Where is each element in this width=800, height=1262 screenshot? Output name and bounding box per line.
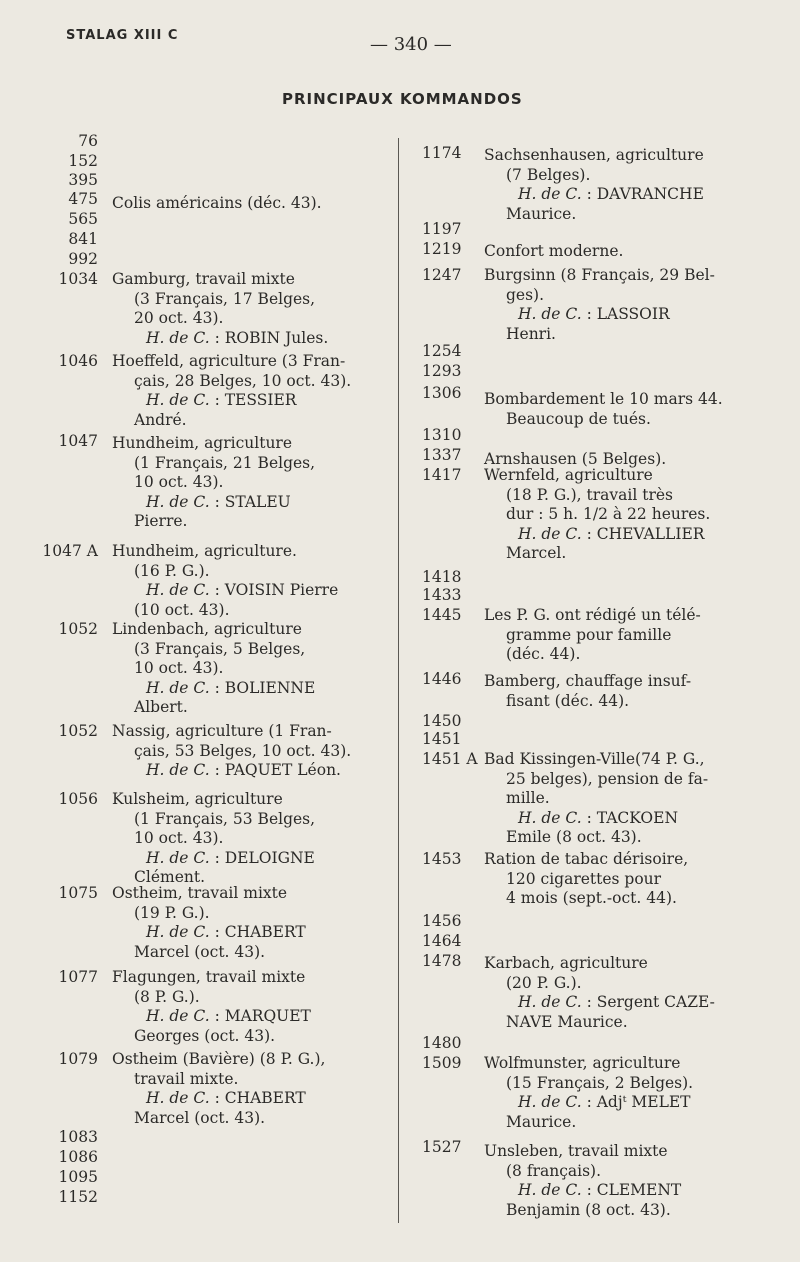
- entry-line: dur : 5 h. 1/2 à 22 heures.: [506, 505, 711, 523]
- kommando-number: 1086: [58, 1148, 98, 1166]
- kommando-number: 1075: [58, 884, 98, 902]
- entry-line: H. de C. : Sergent CAZE-: [518, 993, 715, 1011]
- kommando-entry: [484, 672, 784, 711]
- kommando-entry: [112, 722, 392, 781]
- entry-line: (15 Français, 2 Belges).: [506, 1073, 694, 1092]
- page-number: — 340 —: [370, 34, 452, 55]
- kommando-entry: [112, 790, 392, 888]
- entry-line: Beaucoup de tués.: [506, 409, 651, 428]
- kommando-number: 1306: [422, 384, 462, 402]
- entry-line: Maurice.: [506, 1112, 577, 1131]
- entry-line: Marcel (oct. 43).: [134, 1108, 266, 1127]
- entry-line: André.: [134, 410, 187, 429]
- kommando-number: 152: [68, 152, 98, 170]
- entry-line: Lindenbach, agriculture: [112, 620, 302, 638]
- kommando-number: 1453: [422, 850, 462, 868]
- entry-line: Karbach, agriculture: [484, 954, 648, 972]
- kommando-number: 1056: [58, 790, 98, 808]
- kommando-number: 1174: [422, 144, 462, 162]
- entry-line: Nassig, agriculture (1 Fran-: [112, 722, 332, 740]
- entry-line: H. de C. : DAVRANCHE: [518, 185, 704, 203]
- entry-line: Wernfeld, agriculture: [484, 466, 653, 484]
- kommando-entry: [484, 850, 784, 909]
- entry-line: 10 oct. 43).: [134, 829, 224, 847]
- entry-line: Clément.: [134, 868, 205, 886]
- entry-line: Sachsenhausen, agriculture: [484, 146, 704, 164]
- kommando-entry: [112, 352, 392, 430]
- kommando-number: 1527: [422, 1138, 462, 1156]
- entry-line: Albert.: [134, 698, 188, 716]
- entry-line: H. de C. : PAQUET Léon.: [146, 761, 341, 779]
- kommando-number: 1219: [422, 240, 462, 258]
- column-divider: [398, 138, 399, 1223]
- kommando-number: 76: [78, 132, 98, 150]
- kommando-entry: [484, 1142, 784, 1220]
- entry-line: Kulsheim, agriculture: [112, 790, 283, 808]
- entry-line: fisant (déc. 44).: [506, 691, 630, 710]
- entry-line: Confort moderne.: [484, 242, 624, 260]
- entry-line: Marcel (oct. 43).: [134, 942, 266, 961]
- entry-line: 120 cigarettes pour: [506, 869, 662, 888]
- entry-line: Les P. G. ont rédigé un télé-: [484, 606, 701, 624]
- entry-line: gramme pour famille: [506, 625, 672, 644]
- kommando-number: 1337: [422, 446, 462, 464]
- kommando-number: 1293: [422, 362, 462, 380]
- running-head: STALAG XIII C: [66, 28, 179, 43]
- entry-line: Henri.: [506, 324, 556, 343]
- kommando-number: 1417: [422, 466, 462, 484]
- entry-line: 10 oct. 43).: [134, 473, 224, 491]
- entry-line: H. de C. : MARQUET: [146, 1007, 311, 1025]
- kommando-number: 1433: [422, 586, 462, 604]
- entry-line: Georges (oct. 43).: [134, 1026, 276, 1045]
- entry-line: H. de C. : VOISIN Pierre: [146, 581, 339, 599]
- kommando-entry: [484, 242, 784, 262]
- entry-line: çais, 53 Belges, 10 oct. 43).: [134, 741, 352, 760]
- kommando-number: 1418: [422, 568, 462, 586]
- kommando-number: 1083: [58, 1128, 98, 1146]
- entry-line: (8 P. G.).: [134, 987, 200, 1006]
- kommando-number: 1052: [58, 620, 98, 638]
- kommando-number: 1445: [422, 606, 462, 624]
- kommando-entry: [484, 954, 784, 1032]
- entry-line: 4 mois (sept.-oct. 44).: [506, 889, 677, 907]
- kommando-number: 1247: [422, 266, 462, 284]
- kommando-number: 1456: [422, 912, 462, 930]
- kommando-number: 992: [68, 250, 98, 268]
- kommando-number: 1450: [422, 712, 462, 730]
- kommando-entry: [484, 266, 784, 344]
- entry-line: (8 français).: [506, 1161, 602, 1180]
- entry-line: Bad Kissingen-Ville(74 P. G.,: [484, 750, 705, 768]
- entry-line: H. de C. : DELOIGNE: [146, 848, 315, 867]
- kommando-entry: [112, 1050, 392, 1128]
- entry-line: H. de C. : TESSIER: [146, 391, 297, 409]
- entry-line: (1 Français, 53 Belges,: [134, 809, 316, 828]
- entry-line: (déc. 44).: [506, 645, 581, 663]
- entry-line: Emile (8 oct. 43).: [506, 828, 642, 846]
- entry-line: Ostheim (Bavière) (8 P. G.),: [112, 1050, 326, 1068]
- entry-line: H. de C. : STALEU: [146, 492, 291, 511]
- entry-line: 25 belges), pension de fa-: [506, 769, 709, 788]
- entry-line: (1 Français, 21 Belges,: [134, 453, 316, 472]
- kommando-entry: [484, 750, 784, 848]
- entry-line: Unsleben, travail mixte: [484, 1142, 668, 1160]
- entry-line: Gamburg, travail mixte: [112, 270, 295, 288]
- kommando-number: 1047: [58, 432, 98, 450]
- kommando-number: 841: [68, 230, 98, 248]
- kommando-number: 565: [68, 210, 98, 228]
- kommando-number: 1478: [422, 952, 462, 970]
- kommando-number: 1310: [422, 426, 462, 444]
- kommando-number: 1480: [422, 1034, 462, 1052]
- entry-line: Pierre.: [134, 512, 188, 530]
- kommando-entry: [112, 542, 392, 620]
- entry-line: (3 Français, 17 Belges,: [134, 289, 316, 308]
- kommando-number: 1034: [58, 270, 98, 288]
- kommando-entry: [484, 466, 784, 564]
- kommando-number: 1077: [58, 968, 98, 986]
- entry-line: Flagungen, travail mixte: [112, 968, 306, 986]
- kommando-number: 1046: [58, 352, 98, 370]
- entry-line: 10 oct. 43).: [134, 659, 224, 677]
- entry-line: (19 P. G.).: [134, 903, 210, 922]
- entry-line: ges).: [506, 285, 545, 304]
- entry-line: Colis américains (déc. 43).: [112, 194, 322, 212]
- entry-line: (18 P. G.), travail très: [506, 485, 673, 504]
- kommando-entry: [484, 390, 784, 429]
- entry-line: 20 oct. 43).: [134, 309, 224, 327]
- entry-line: H. de C. : BOLIENNE: [146, 678, 316, 697]
- entry-line: H. de C. : Adjᵗ MELET: [518, 1093, 691, 1111]
- entry-line: (7 Belges).: [506, 165, 591, 184]
- entry-line: (3 Français, 5 Belges,: [134, 639, 306, 658]
- entry-line: Bombardement le 10 mars 44.: [484, 390, 723, 408]
- kommando-entry: [112, 968, 392, 1046]
- entry-line: NAVE Maurice.: [506, 1012, 628, 1031]
- entry-line: H. de C. : ROBIN Jules.: [146, 328, 329, 347]
- entry-line: H. de C. : CHEVALLIER: [518, 524, 705, 543]
- kommando-entry: [112, 434, 392, 532]
- kommando-number: 1079: [58, 1050, 98, 1068]
- kommando-entry: [484, 1054, 784, 1132]
- entry-line: H. de C. : TACKOEN: [518, 808, 679, 827]
- kommando-entry: [112, 884, 392, 962]
- kommando-number: 1509: [422, 1054, 462, 1072]
- entry-line: (16 P. G.).: [134, 561, 210, 580]
- kommando-number: 395: [68, 171, 98, 189]
- entry-line: H. de C. : CLEMENT: [518, 1181, 682, 1199]
- kommando-number: 1254: [422, 342, 462, 360]
- entry-line: Burgsinn (8 Français, 29 Bel-: [484, 266, 715, 284]
- entry-line: Ostheim, travail mixte: [112, 884, 288, 902]
- entry-line: travail mixte.: [134, 1069, 239, 1088]
- kommando-entry: [112, 620, 392, 718]
- entry-line: çais, 28 Belges, 10 oct. 43).: [134, 371, 352, 390]
- entry-line: Maurice.: [506, 204, 577, 223]
- kommando-number: 1451 A: [422, 750, 478, 768]
- kommando-number: 1451: [422, 730, 462, 748]
- page-title: PRINCIPAUX KOMMANDOS: [282, 90, 523, 108]
- entry-line: Hoeffeld, agriculture (3 Fran-: [112, 352, 346, 370]
- entry-line: Arnshausen (5 Belges).: [484, 450, 667, 468]
- entry-line: (20 P. G.).: [506, 973, 582, 992]
- entry-line: H. de C. : LASSOIR: [518, 305, 670, 323]
- kommando-number: 1152: [58, 1188, 98, 1206]
- kommando-entry: [484, 146, 784, 224]
- kommando-entry: [112, 270, 392, 348]
- entry-line: Hundheim, agriculture: [112, 434, 293, 452]
- entry-line: H. de C. : CHABERT: [146, 1089, 306, 1107]
- kommando-number: 1095: [58, 1168, 98, 1186]
- entry-line: Ration de tabac dérisoire,: [484, 850, 689, 868]
- kommando-number: 475: [68, 190, 98, 208]
- entry-line: mille.: [506, 789, 550, 807]
- kommando-entry: [484, 606, 784, 665]
- entry-line: Bamberg, chauffage insuf-: [484, 672, 692, 690]
- kommando-number: 1446: [422, 670, 462, 688]
- entry-line: H. de C. : CHABERT: [146, 923, 306, 941]
- kommando-number: 1052: [58, 722, 98, 740]
- entry-line: Marcel.: [506, 544, 567, 562]
- kommando-number: 1197: [422, 220, 462, 238]
- kommando-entry: [112, 194, 392, 214]
- kommando-number: 1464: [422, 932, 462, 950]
- entry-line: Hundheim, agriculture.: [112, 542, 297, 560]
- entry-line: Benjamin (8 oct. 43).: [506, 1200, 671, 1219]
- entry-line: (10 oct. 43).: [134, 600, 230, 619]
- entry-line: Wolfmunster, agriculture: [484, 1054, 681, 1072]
- kommando-number: 1047 A: [42, 542, 98, 560]
